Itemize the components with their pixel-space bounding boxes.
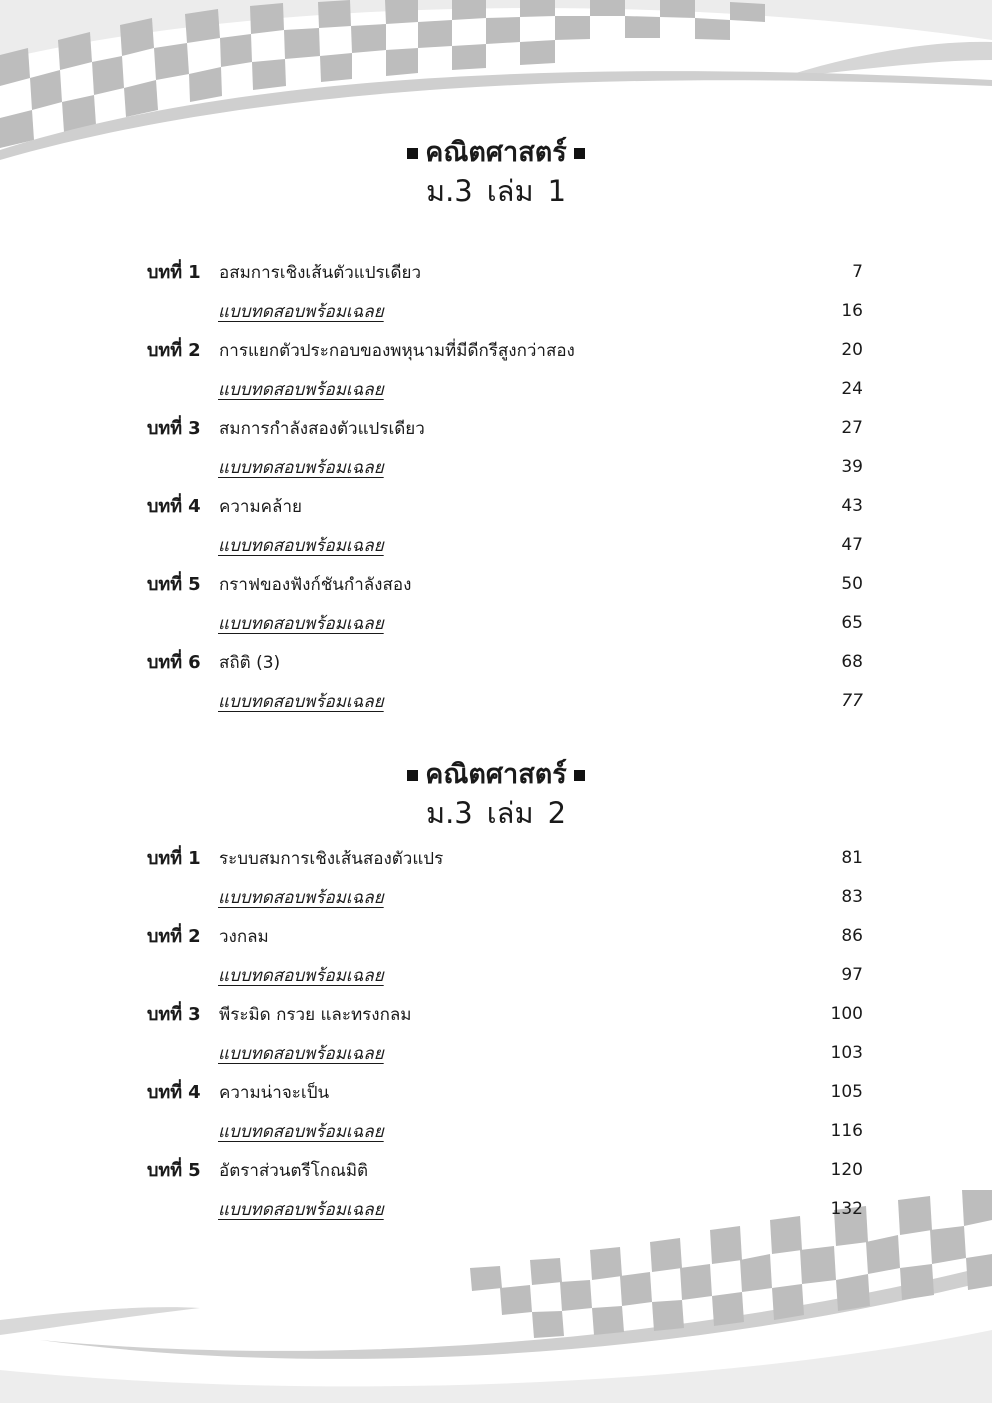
toc-chapter-row: [147, 565, 863, 604]
chapter-number: [147, 487, 217, 526]
chapter-num: 2: [188, 926, 201, 947]
toc-chapter-row: [147, 409, 863, 448]
test-with-answers-label: แบบทดสอบพร้อมเฉลย: [218, 692, 384, 712]
chapter-num: 2: [188, 340, 201, 361]
page-number: 103: [830, 1043, 863, 1063]
page-number: 83: [841, 887, 863, 907]
toc-chapter-row: [147, 1151, 863, 1190]
chapter-label: บทที่: [147, 262, 183, 283]
test-with-answers-label: แบบทดสอบพร้อมเฉลย: [218, 458, 384, 478]
chapter-num: 3: [188, 418, 201, 439]
test-with-answers-label: แบบทดสอบพร้อมเฉลย: [218, 1200, 384, 1220]
chapter-title: ความคล้าย: [219, 497, 302, 517]
chapter-label: บทที่: [147, 418, 183, 439]
page-number: 116: [830, 1121, 863, 1141]
page-number: 81: [841, 848, 863, 868]
test-with-answers-label: แบบทดสอบพร้อมเฉลย: [218, 614, 384, 634]
chapter-number: [147, 331, 217, 370]
test-with-answers-label: แบบทดสอบพร้อมเฉลย: [218, 380, 384, 400]
chapter-title: กราฟของฟังก์ชันกำลังสอง: [219, 575, 412, 595]
page-number: 86: [841, 926, 863, 946]
page-number: 120: [830, 1160, 863, 1180]
page-number: 39: [841, 457, 863, 477]
test-with-answers-label: แบบทดสอบพร้อมเฉลย: [218, 1044, 384, 1064]
toc-test-row: [147, 526, 863, 565]
toc-test-row: [147, 448, 863, 487]
toc-chapter-row: [147, 487, 863, 526]
toc-chapter-row: [147, 1073, 863, 1112]
chapter-label: บทที่: [147, 574, 183, 595]
page-number: 77: [841, 691, 863, 711]
chapter-title: ความน่าจะเป็น: [219, 1083, 330, 1103]
chapter-title: สมการกำลังสองตัวแปรเดียว: [219, 419, 425, 439]
book-title: คณิตศาสตร์: [425, 137, 567, 168]
chapter-num: 5: [188, 1160, 201, 1181]
page-number: 20: [841, 340, 863, 360]
volume-word: เล่ม: [486, 796, 534, 830]
page-number: 105: [830, 1082, 863, 1102]
toc-test-row: [147, 878, 863, 917]
chapter-label: บทที่: [147, 1160, 183, 1181]
test-with-answers-label: แบบทดสอบพร้อมเฉลย: [218, 302, 384, 322]
page-number: 27: [841, 418, 863, 438]
volume-number: 1: [547, 174, 567, 208]
chapter-label: บทที่: [147, 926, 183, 947]
toc-test-row: [147, 1190, 863, 1229]
chapter-title: อสมการเชิงเส้นตัวแปรเดียว: [219, 263, 422, 283]
chapter-num: 6: [188, 652, 201, 673]
chapter-title: วงกลม: [219, 927, 269, 947]
chapter-title: พีระมิด กรวย และทรงกลม: [219, 1005, 412, 1025]
page-number: 132: [830, 1199, 863, 1219]
book-2-subtitle: [0, 794, 992, 832]
toc-test-row: [147, 1112, 863, 1151]
book-2-title-line: [0, 758, 992, 792]
chapter-number: [147, 565, 217, 604]
page-number: 97: [841, 965, 863, 985]
book-1-subtitle: [0, 172, 992, 210]
volume-number: 2: [547, 796, 567, 830]
grade: ม.3: [425, 796, 473, 830]
toc-test-row: [147, 292, 863, 331]
toc-chapter-row: [147, 995, 863, 1034]
chapter-title: ระบบสมการเชิงเส้นสองตัวแปร: [219, 849, 444, 869]
chapter-num: 1: [188, 262, 201, 283]
square-bullet-icon: [574, 770, 585, 781]
test-with-answers-label: แบบทดสอบพร้อมเฉลย: [218, 1122, 384, 1142]
page-number: 50: [841, 574, 863, 594]
chapter-number: [147, 1151, 217, 1190]
chapter-label: บทที่: [147, 652, 183, 673]
page-number: 16: [841, 301, 863, 321]
chapter-num: 5: [188, 574, 201, 595]
chapter-number: [147, 1073, 217, 1112]
chapter-label: บทที่: [147, 1082, 183, 1103]
test-with-answers-label: แบบทดสอบพร้อมเฉลย: [218, 536, 384, 556]
toc-test-row: [147, 682, 863, 721]
square-bullet-icon: [407, 148, 418, 159]
book-2-toc: [147, 839, 863, 1229]
chapter-number: [147, 917, 217, 956]
toc-chapter-row: [147, 253, 863, 292]
page-number: 43: [841, 496, 863, 516]
test-with-answers-label: แบบทดสอบพร้อมเฉลย: [218, 966, 384, 986]
chapter-label: บทที่: [147, 1004, 183, 1025]
chapter-num: 3: [188, 1004, 201, 1025]
toc-chapter-row: [147, 917, 863, 956]
test-with-answers-label: แบบทดสอบพร้อมเฉลย: [218, 888, 384, 908]
toc-test-row: [147, 956, 863, 995]
volume-word: เล่ม: [486, 174, 534, 208]
book-1-toc: [147, 253, 863, 721]
chapter-title: สถิติ (3): [219, 653, 281, 673]
chapter-label: บทที่: [147, 496, 183, 517]
square-bullet-icon: [574, 148, 585, 159]
chapter-number: [147, 253, 217, 292]
chapter-num: 1: [188, 848, 201, 869]
toc-test-row: [147, 1034, 863, 1073]
chapter-num: 4: [188, 1082, 201, 1103]
book-1-title-line: [0, 136, 992, 170]
chapter-label: บทที่: [147, 848, 183, 869]
page-number: 24: [841, 379, 863, 399]
chapter-number: [147, 409, 217, 448]
toc-test-row: [147, 370, 863, 409]
book-1-header: [0, 136, 992, 210]
chapter-number: [147, 643, 217, 682]
grade: ม.3: [425, 174, 473, 208]
chapter-title: การแยกตัวประกอบของพหุนามที่มีดีกรีสูงกว่าสอง: [219, 341, 575, 361]
toc-chapter-row: [147, 643, 863, 682]
page-number: 47: [841, 535, 863, 555]
book-title: คณิตศาสตร์: [425, 759, 567, 790]
chapter-title: อัตราส่วนตรีโกณมิติ: [219, 1161, 369, 1181]
chapter-number: [147, 839, 217, 878]
square-bullet-icon: [407, 770, 418, 781]
page-number: 7: [852, 262, 863, 282]
chapter-number: [147, 995, 217, 1034]
page-number: 65: [841, 613, 863, 633]
chapter-num: 4: [188, 496, 201, 517]
toc-test-row: [147, 604, 863, 643]
page-number: 68: [841, 652, 863, 672]
toc-chapter-row: [147, 839, 863, 878]
toc-chapter-row: [147, 331, 863, 370]
page-number: 100: [830, 1004, 863, 1024]
book-2-header: [0, 758, 992, 832]
chapter-label: บทที่: [147, 340, 183, 361]
